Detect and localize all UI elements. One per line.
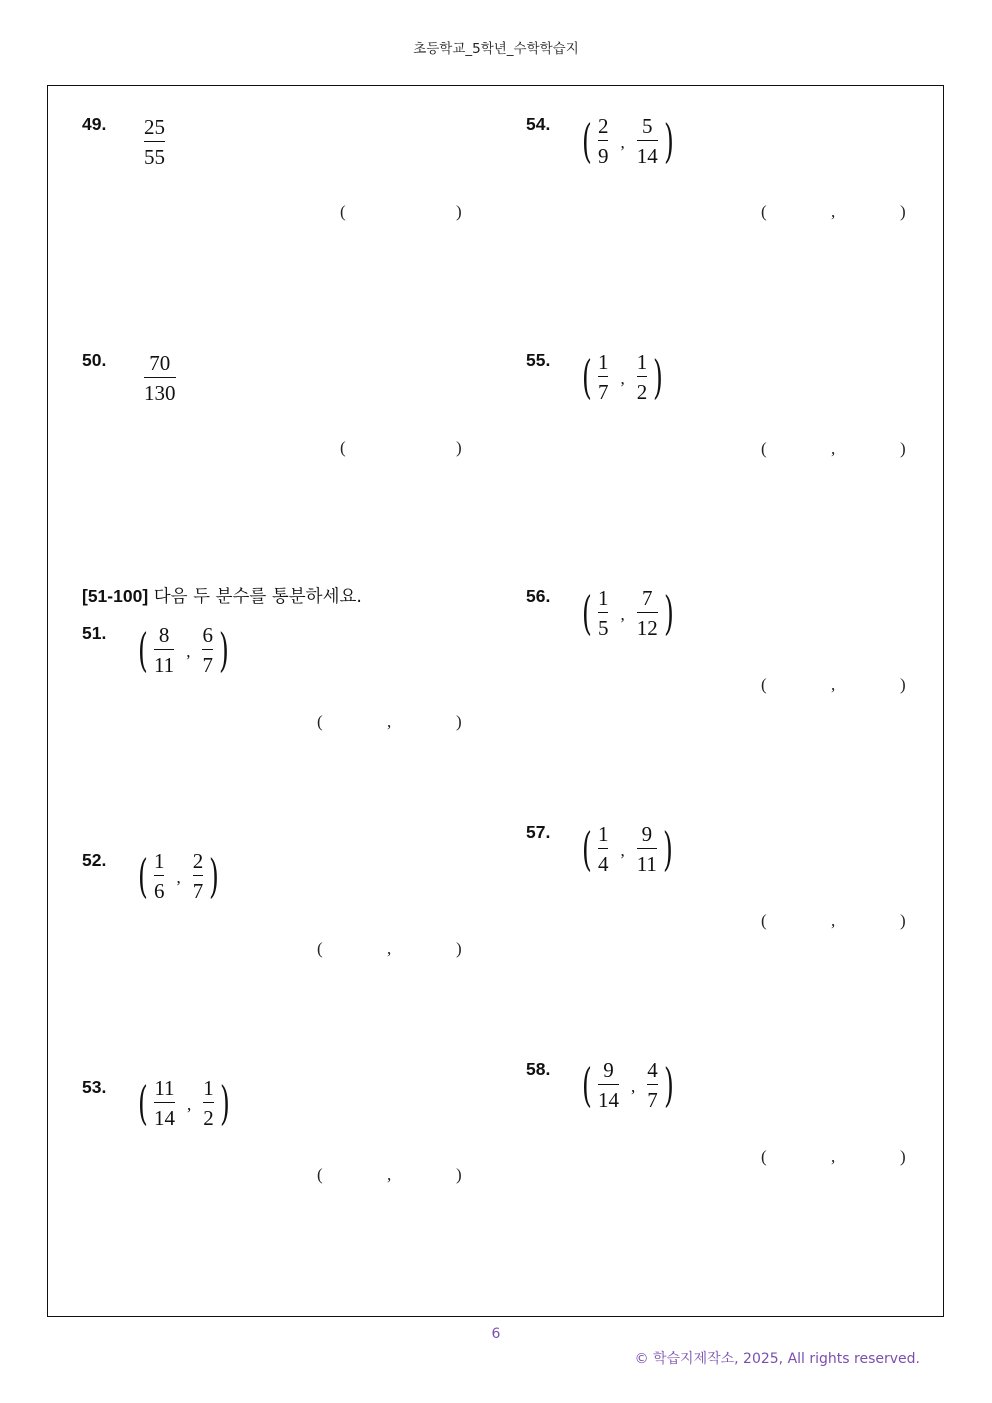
denominator: 5 (597, 616, 609, 640)
comma: , (620, 369, 625, 388)
denominator: 6 (153, 879, 165, 903)
denominator: 7 (647, 1088, 658, 1112)
denominator: 14 (153, 1106, 175, 1130)
fraction-pair (134, 1075, 234, 1131)
numerator: 9 (641, 822, 653, 846)
right-paren: ) (653, 350, 664, 404)
numerator: 8 (158, 623, 170, 647)
denominator: 4 (597, 852, 609, 876)
answer-comma: , (831, 439, 836, 458)
denominator: 12 (636, 616, 658, 640)
fraction-pair (134, 848, 223, 904)
denominator: 55 (144, 145, 165, 169)
right-paren: ) (209, 849, 220, 903)
comma: , (186, 1095, 192, 1114)
fraction-a (596, 821, 611, 877)
close-paren: ) (900, 675, 906, 694)
open-paren: ( (761, 439, 767, 458)
problem-number: 57. (526, 822, 551, 842)
problem-frame (47, 85, 944, 1317)
denominator: 130 (144, 381, 176, 405)
fraction-pair (578, 585, 678, 641)
answer-comma: , (831, 911, 836, 930)
right-paren: ) (662, 822, 673, 876)
fraction-a (596, 349, 611, 405)
denominator: 11 (636, 852, 657, 876)
answer-comma: , (387, 1165, 392, 1184)
answer-comma: , (831, 1147, 836, 1166)
page-number: 6 (491, 1326, 501, 1342)
numerator: 70 (149, 351, 171, 375)
left-paren: ( (138, 849, 148, 903)
fraction-b (201, 1075, 216, 1131)
answer-comma: , (387, 712, 392, 731)
fraction-a (596, 1057, 621, 1113)
fraction-b (635, 585, 660, 641)
numerator: 1 (203, 1076, 214, 1100)
instruction-range: [51-100] (82, 586, 149, 606)
numerator: 1 (597, 822, 609, 846)
right-paren: ) (663, 586, 674, 640)
numerator: 25 (144, 115, 165, 139)
answer-comma: , (387, 939, 392, 958)
numerator: 4 (647, 1058, 658, 1082)
fraction-b (645, 1057, 660, 1113)
problem-number: 51. (82, 623, 107, 643)
right-paren: ) (663, 114, 674, 168)
denominator: 2 (636, 380, 648, 404)
open-paren: ( (340, 438, 346, 457)
fraction-pair (578, 113, 678, 169)
numerator: 7 (641, 586, 653, 610)
right-paren: ) (219, 1076, 230, 1130)
open-paren: ( (761, 1147, 767, 1166)
fraction-pair (134, 622, 233, 678)
problem-number: 55. (526, 350, 551, 370)
numerator: 2 (192, 849, 204, 873)
numerator: 6 (202, 623, 213, 647)
fraction-b (635, 113, 660, 169)
open-paren: ( (340, 202, 346, 221)
fraction (144, 350, 176, 406)
left-paren: ( (138, 1076, 148, 1130)
fraction-b (635, 349, 650, 405)
open-paren: ( (761, 202, 767, 221)
problem-number: 53. (82, 1077, 107, 1097)
fraction-bar (144, 141, 165, 142)
problem-number: 49. (82, 114, 107, 134)
numerator: 9 (603, 1058, 614, 1082)
open-paren: ( (761, 675, 767, 694)
fraction (144, 114, 165, 170)
denominator: 14 (636, 144, 658, 168)
denominator: 14 (597, 1088, 619, 1112)
denominator: 7 (597, 380, 609, 404)
fraction-pair (578, 821, 677, 877)
denominator: 2 (203, 1106, 214, 1130)
numerator: 1 (597, 586, 609, 610)
numerator: 1 (636, 350, 648, 374)
instruction (82, 583, 362, 608)
open-paren: ( (317, 712, 323, 731)
copyright-footer: © 학습지제작소, 2025, All rights reserved. (634, 1351, 920, 1367)
numerator: 11 (154, 1076, 175, 1100)
comma: , (176, 868, 181, 887)
open-paren: ( (761, 911, 767, 930)
answer-comma: , (831, 202, 836, 221)
right-paren: ) (218, 623, 229, 677)
instruction-text: 다음 두 분수를 통분하세요. (153, 587, 362, 607)
fraction-a (596, 113, 611, 169)
numerator: 5 (641, 114, 653, 138)
problem-number: 52. (82, 850, 107, 870)
numerator: 1 (153, 849, 165, 873)
fraction-a (152, 848, 167, 904)
comma: , (186, 642, 191, 661)
comma: , (620, 605, 625, 624)
denominator: 7 (192, 879, 204, 903)
close-paren: ) (900, 1147, 906, 1166)
denominator: 7 (202, 653, 213, 677)
left-paren: ( (582, 1058, 592, 1112)
worksheet-header: 초등학교_5학년_수학학습지 (413, 41, 579, 57)
left-paren: ( (582, 822, 592, 876)
close-paren: ) (900, 202, 906, 221)
close-paren: ) (456, 712, 462, 731)
fraction-a (152, 622, 176, 678)
numerator: 2 (597, 114, 609, 138)
close-paren: ) (456, 438, 462, 457)
left-paren: ( (582, 350, 592, 404)
denominator: 11 (153, 653, 175, 677)
comma: , (630, 1077, 636, 1096)
fraction-bar (144, 377, 176, 378)
fraction-b (191, 848, 206, 904)
fraction-pair (578, 1057, 678, 1113)
problem-number: 54. (526, 114, 551, 134)
left-paren: ( (582, 114, 592, 168)
denominator: 9 (597, 144, 609, 168)
close-paren: ) (456, 202, 462, 221)
open-paren: ( (317, 1165, 323, 1184)
problem-number: 56. (526, 586, 551, 606)
close-paren: ) (900, 911, 906, 930)
problem-number: 58. (526, 1059, 551, 1079)
fraction-pair (578, 349, 667, 405)
open-paren: ( (317, 939, 323, 958)
comma: , (620, 841, 625, 860)
right-paren: ) (663, 1058, 674, 1112)
numerator: 1 (597, 350, 609, 374)
comma: , (620, 133, 625, 152)
fraction-a (152, 1075, 177, 1131)
fraction-b (200, 622, 215, 678)
left-paren: ( (138, 623, 148, 677)
close-paren: ) (456, 1165, 462, 1184)
close-paren: ) (456, 939, 462, 958)
answer-comma: , (831, 675, 836, 694)
problem-number: 50. (82, 350, 107, 370)
close-paren: ) (900, 439, 906, 458)
fraction-b (635, 821, 659, 877)
left-paren: ( (582, 586, 592, 640)
fraction-a (596, 585, 611, 641)
